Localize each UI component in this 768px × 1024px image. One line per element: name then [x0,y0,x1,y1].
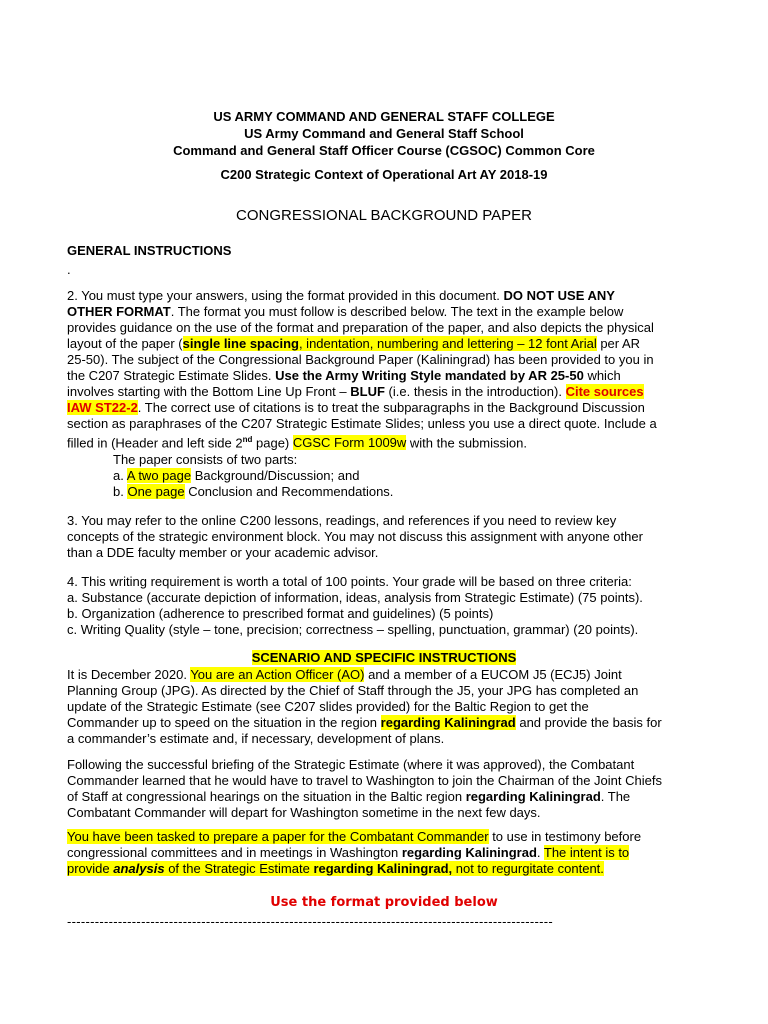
document-title: CONGRESSIONAL BACKGROUND PAPER [236,207,532,224]
s3-bold: regarding Kaliningrad [401,845,537,860]
p4-line: 4. This writing requirement is worth a total of 100 points. Your grade will be based on three criteria: [67,574,632,589]
separator-line: --------------------------------------------------------------------------------------------------------- [67,914,554,929]
stray-dot: . [67,262,71,277]
p3-line: than a DDE faculty member or your academic advisor. [67,545,379,560]
s3-text: congressional committees and in meetings in Washington [67,845,402,860]
p2-text: the C207 Strategic Estimate Slides. [67,368,276,383]
s3-highlight: of the Strategic Estimate [164,861,314,876]
p2-text: page) [252,435,293,451]
form-1009w-highlight: CGSC Form 1009w [292,435,407,451]
p2-highlight-bold: single line spacing [182,336,299,351]
s2-line: Following the successful briefing of the Strategic Estimate (where it was approved), the Combatant [67,757,635,772]
s2-text: of Staff at congressional hearings on the situation in the Baltic region [67,789,466,804]
p2-list-item-a [113,468,359,484]
p2-highlight: , indentation, numbering and lettering – 12 font Arial [298,336,597,351]
p3-line: concepts of the strategic environment block. You may not discuss this assignment with anyone other [67,529,643,544]
p2-text: 2. You must type your answers, using the format provided in this document. [67,288,504,303]
p2-text: Background/Discussion; and [191,468,360,483]
p2-bold: Use the Army Writing Style mandated by AR 25-50 [275,368,584,383]
s3-text: . [536,845,544,860]
p2-text: b. [113,484,128,499]
course-name: Command and General Staff Officer Course (CGSOC) Common Core [173,143,595,158]
p2-text: a. [113,468,127,483]
p4-line: a. Substance (accurate depiction of information, ideas, analysis from Strategic Estimate) (75 points). [67,590,643,605]
analysis-emphasis: analysis [113,861,165,876]
scenario-heading: SCENARIO AND SPECIFIC INSTRUCTIONS [251,650,517,665]
superscript: nd [242,435,253,444]
p2-text: . The correct use of citations is to treat the subparagraphs in the Background Discussion [137,400,645,415]
intent-highlight: The intent is to [543,845,630,860]
s3-line [67,845,629,861]
s1-text: and provide the basis for [515,715,662,730]
s1-line: a commander’s estimate and, if necessary, development of plans. [67,731,445,746]
action-officer-highlight: You are an Action Officer (AO) [190,667,365,682]
p2-line [67,432,527,451]
p2-line: 25-50). The subject of the Congressional Background Paper (Kaliningrad) has been provided to you in [67,352,654,367]
p2-bold: DO NOT USE ANY [503,288,615,303]
p2-text: (i.e. thesis in the introduction). [384,384,566,399]
p2-line [67,304,623,320]
p2-text: involves starting with the Bottom Line Up Front – [67,384,351,399]
s2-line [67,789,630,805]
s3-text: to use in testimony before [488,829,642,844]
s2-line: Combatant Commander will depart for Washington sometime in the next few days. [67,805,541,820]
s3-highlight: not to regurgitate content. [452,861,604,876]
s2-line: Commander learned that he would have to travel to Washington to join the Chairman of the Joint Chiefs [67,773,662,788]
p2-bold: OTHER FORMAT [67,304,171,319]
p3-line: 3. You may refer to the online C200 lessons, readings, and references if you need to review key [67,513,617,528]
s2-bold: regarding Kaliningrad [465,789,601,804]
s2-text: . The [600,789,631,804]
s3-line [67,861,604,877]
p2-text: with the submission. [406,435,527,451]
p4-line: c. Writing Quality (style – tone, precision; correctness – spelling, punctuation, grammar) (20 points). [67,622,639,637]
one-page-highlight: One page [127,484,185,499]
p2-text: . The format you must follow is described below. The text in the example below [170,304,624,319]
format-note: Use the format provided below [270,895,498,910]
p2-text: per AR [596,336,641,351]
s1-line [67,715,662,731]
s1-line [67,667,622,683]
s3-highlight: provide [67,861,114,876]
s1-text: It is December 2020. [67,667,191,682]
s1-text: and a member of a EUCOM J5 (ECJ5) Joint [364,667,622,682]
s3-highlight-bold: regarding Kaliningrad, [313,861,453,876]
general-instructions-heading: GENERAL INSTRUCTIONS [67,243,232,258]
p2-text: which [583,368,621,383]
p2-line: provides guidance on the use of the format and preparation of the paper, and also depicts the physical [67,320,654,335]
s1-line: update of the Strategic Estimate (see C207 slides provided) for the Baltic Region to get the [67,699,589,714]
school-name: US Army Command and General Staff School [244,126,524,141]
s1-text: Commander up to speed on the situation in the region [67,715,381,730]
scenario-heading-wrap [0,650,768,666]
p2-line: The paper consists of two parts: [113,452,298,467]
p2-list-item-b [113,484,393,500]
s3-line [67,829,641,845]
cite-sources-highlight: Cite sources [565,384,644,399]
p2-line [67,400,645,416]
two-page-highlight: A two page [126,468,192,483]
p2-line: section as paraphrases of the C207 Strategic Estimate Slides; unless you use a direct quote. Include a [67,416,657,431]
p2-line [67,368,621,384]
p2-bold: BLUF [350,384,385,399]
p2-text: layout of the paper ( [67,336,183,351]
p2-line [67,336,640,352]
kaliningrad-highlight: regarding Kaliningrad [380,715,516,730]
p4-line: b. Organization (adherence to prescribed format and guidelines) (5 points) [67,606,494,621]
iaw-st22-highlight: IAW ST22-2 [67,400,138,415]
s1-line: Planning Group (JPG). As directed by the Chief of Staff through the J5, your JPG has completed an [67,683,639,698]
p2-line [67,288,615,304]
course-title: C200 Strategic Context of Operational Art AY 2018-19 [220,167,548,182]
college-name: US ARMY COMMAND AND GENERAL STAFF COLLEGE [213,109,555,124]
p2-text: filled in (Header and left side 2 [67,435,243,451]
tasked-highlight: You have been tasked to prepare a paper for the Combatant Commander [67,829,489,844]
p2-line [67,384,644,400]
p2-text: Conclusion and Recommendations. [184,484,394,499]
